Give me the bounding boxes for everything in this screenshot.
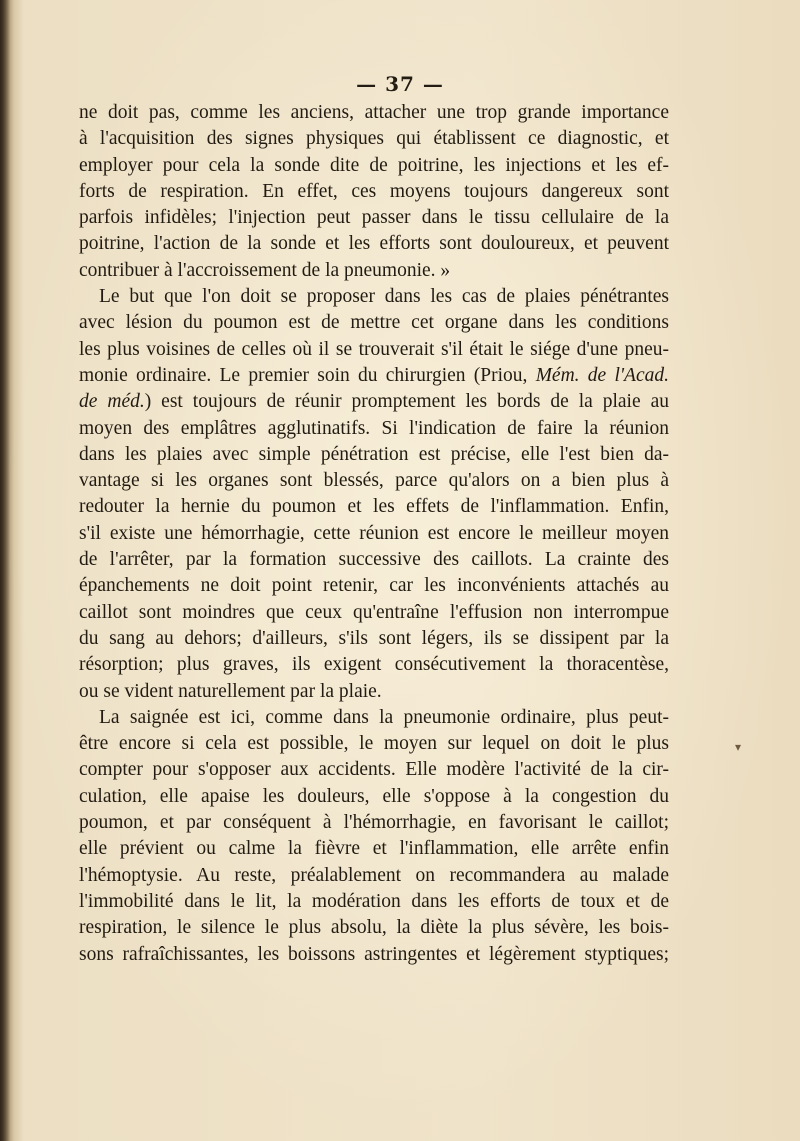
page-number: — 37 — — [356, 72, 444, 96]
text-line: poumon, et par conséquent à l'hémorrhagie, en favorisant le caillot; — [79, 812, 669, 834]
text-line: La saignée est ici, comme dans la pneumonie ordinaire, plus peut- — [99, 706, 669, 728]
text-line: ne doit pas, comme les anciens, attacher une trop grande importance — [79, 102, 669, 123]
text-line: l'hémoptysie. Au reste, préalablement on recommandera au malade — [79, 864, 669, 886]
text-line: Le but que l'on doit se proposer dans les cas de plaies pénétrantes — [99, 286, 669, 308]
text-line: employer pour cela la sonde dite de poitrine, les injections et les ef- — [79, 154, 669, 176]
citation-italic: Mém. de l'Acad. — [535, 364, 669, 386]
text-line-with-citation — [79, 363, 669, 389]
binding-shadow — [0, 0, 10, 1141]
text-line: résorption; plus graves, ils exigent consécutivement la thoracentèse, — [79, 654, 669, 676]
text-line: ou se vident naturellement par la plaie. — [79, 680, 382, 702]
text-line: respiration, le silence le plus absolu, la diète la plus sévère, les bois- — [79, 917, 669, 939]
text-line: forts de respiration. En effet, ces moyens toujours dangereux sont — [79, 180, 669, 202]
citation-italic: de méd. — [79, 391, 145, 413]
text-line: du sang au dehors; d'ailleurs, s'ils sont légers, ils se dissipent par la — [79, 627, 669, 649]
text-line: sons rafraîchissantes, les boissons astringentes et légèrement styptiques; — [79, 943, 669, 965]
text-line: contribuer à l'accroissement de la pneumonie. » — [79, 259, 451, 281]
text-line: avec lésion du poumon est de mettre cet organe dans les conditions — [79, 312, 669, 334]
text-line: l'immobilité dans le lit, la modération dans les efforts de toux et de — [79, 890, 669, 912]
text-line-with-citation — [79, 389, 669, 415]
text-line: elle prévient ou calme la fièvre et l'inflammation, elle arrête enfin — [79, 838, 669, 860]
text-line: vantage si les organes sont blessés, parce qu'alors on a bien plus à — [79, 470, 669, 492]
text-line: poitrine, l'action de la sonde et les efforts sont douloureux, et peuvent — [79, 233, 669, 255]
body-text — [79, 100, 669, 968]
text-line: compter pour s'opposer aux accidents. Elle modère l'activité de la cir- — [79, 759, 669, 781]
line-segment: monie ordinaire. Le premier soin du chirurgien (Priou, — [79, 364, 536, 386]
text-line: s'il existe une hémorrhagie, cette réunion est encore le meilleur moyen — [79, 522, 669, 544]
text-line: redouter la hernie du poumon et les effets de l'inflammation. Enfin, — [79, 496, 669, 518]
text-line: dans les plaies avec simple pénétration est précise, elle l'est bien da- — [79, 443, 669, 465]
text-line: culation, elle apaise les douleurs, elle s'oppose à la congestion du — [79, 785, 669, 807]
text-line: être encore si cela est possible, le moyen sur lequel on doit le plus — [79, 733, 669, 755]
text-line: à l'acquisition des signes physiques qui établissent ce diagnostic, et — [79, 128, 669, 150]
line-segment: ) est toujours de réunir promptement les bords de la plaie au — [144, 391, 669, 413]
text-line: caillot sont moindres que ceux qu'entraîne l'effusion non interrompue — [79, 601, 669, 623]
text-line: épanchements ne doit point retenir, car les inconvénients attachés au — [79, 575, 669, 597]
text-line: de l'arrêter, par la formation successive des caillots. La crainte des — [79, 549, 669, 571]
text-line: les plus voisines de celles où il se trouverait s'il était le siége d'une pneu- — [79, 338, 669, 360]
text-line: parfois infidèles; l'injection peut passer dans le tissu cellulaire de la — [79, 207, 669, 229]
text-line: moyen des emplâtres agglutinatifs. Si l'indication de faire la réunion — [79, 417, 669, 439]
margin-mark: ▾ — [735, 740, 742, 754]
